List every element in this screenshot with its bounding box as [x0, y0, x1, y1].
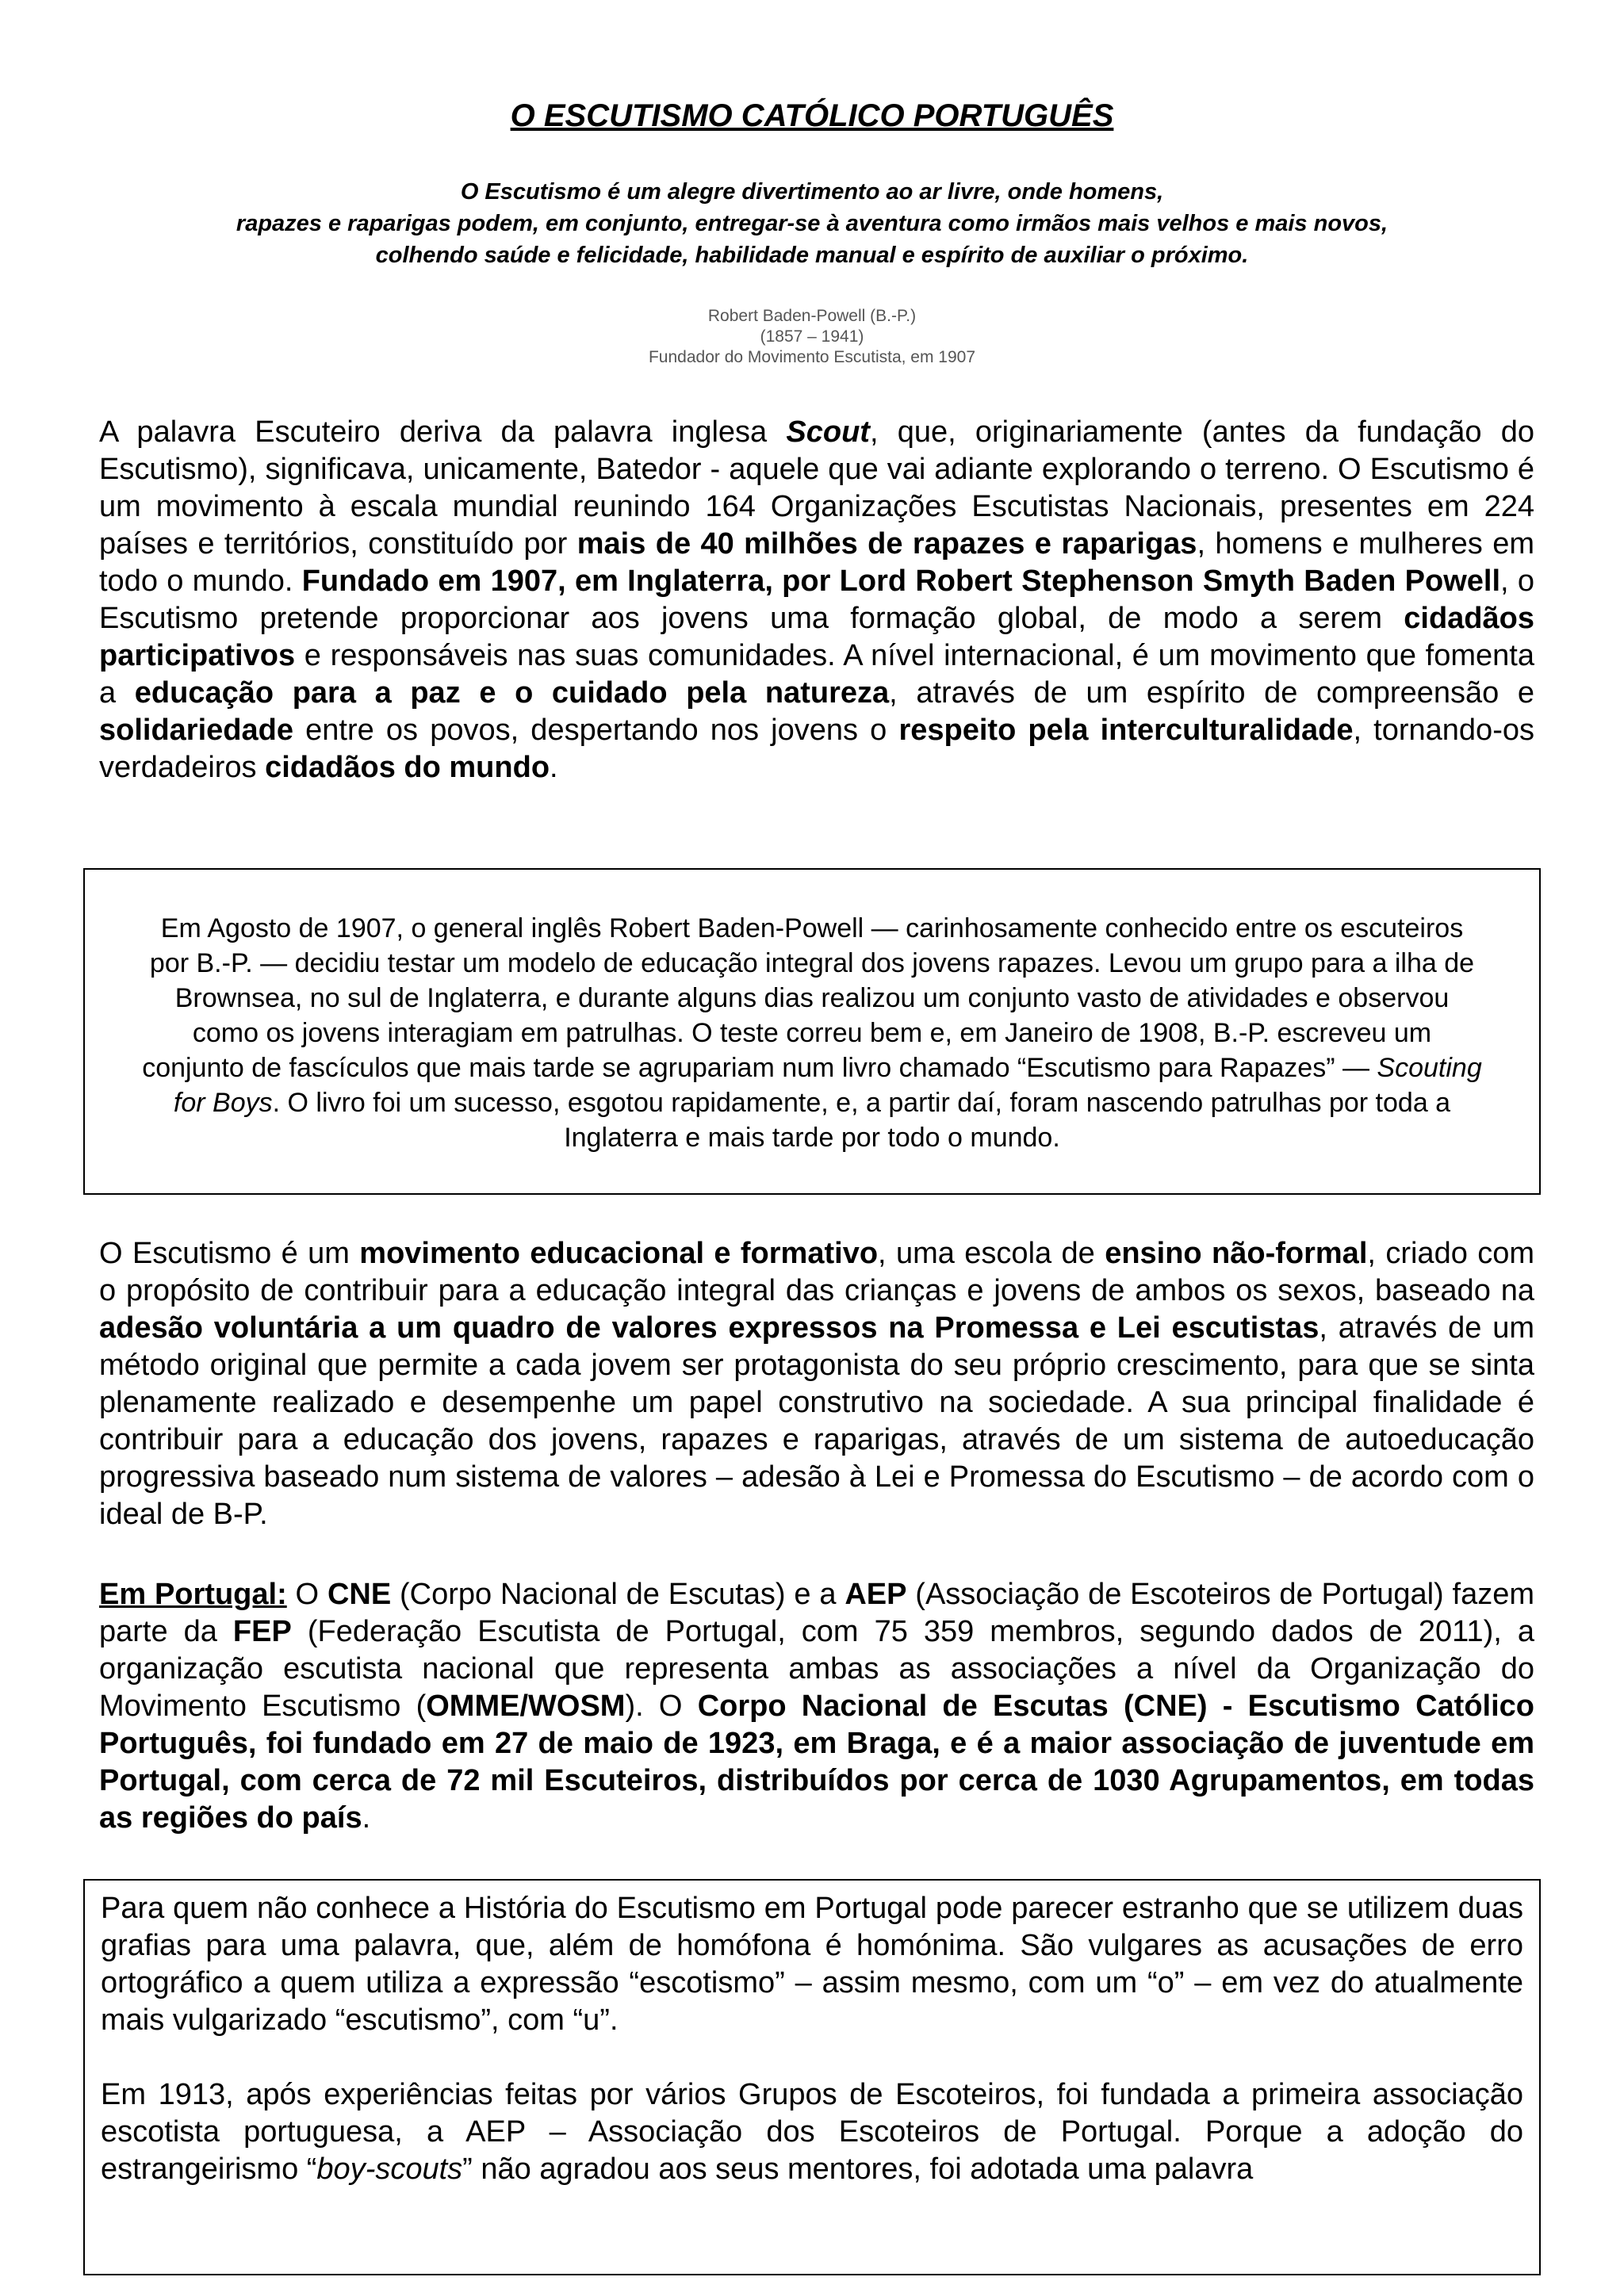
text-span: Em Agosto de 1907, o general inglês Robert Baden-Powell — carinhosamente conhecido entre os escuteiros por B.-P. — decidiu testar um modelo de educação integral dos jovens rapazes. Levou um grupo para a ilha de Brownsea, no sul de Inglaterra, e durante alguns dias realizou um conjunto vasto de atividades e observou como os jovens interagiam em patrulhas. O teste correu bem e, em Janeiro de 1908, B.-P. escreveu um conjunto de fascículos que mais tarde se agrupariam num livro chamado “Escutismo para Rapazes” — — [142, 913, 1475, 1083]
text-span: , homens e mulheres em todo o mundo. — [99, 527, 1534, 598]
bold-span: solidariedade — [99, 714, 293, 747]
quote-attribution — [0, 306, 1624, 368]
history-box — [83, 868, 1541, 1195]
spelling-box — [83, 1879, 1541, 2275]
quote-line: rapazes e raparigas podem, em conjunto, entregar-se à aventura como irmãos mais velhos e mais novos, — [236, 211, 1388, 236]
quote-line: colhendo saúde e felicidade, habilidade manual e espírito de auxiliar o próximo. — [375, 243, 1249, 268]
attribution-name: Robert Baden-Powell (B.-P.) — [707, 307, 917, 325]
italic-term: boy-scouts — [316, 2152, 463, 2186]
text-span: , uma escola de — [878, 1237, 1105, 1270]
bold-span: respeito pela interculturalidade — [898, 714, 1354, 747]
paragraph-intro — [99, 414, 1534, 786]
text-span: (Associação de Escoteiros de Portugal) fazem parte da — [99, 1578, 1534, 1648]
text-span: (Federação Escutista de Portugal, com 75 359 membros, segundo dados de 2011), a organização escutista nacional que representa ambas as associações a nível da Organização do Movimento Escutismo ( — [99, 1615, 1534, 1723]
text-span: , criado com o propósito de contribuir para a educação integral das crianças e jovens de ambos os sexos, baseado na — [99, 1237, 1535, 1307]
text-span: , através de um espírito de compreensão e — [889, 676, 1534, 710]
text-span: , através de um método original que permite a cada jovem ser protagonista do seu próprio crescimento, para que se sinta plenamente realizado e desempenhe um papel construtivo na sociedade. A sua principal finalidade é contribuir para a educação dos jovens, rapazes e raparigas, através de um sistema de autoeducação progressiva baseado num sistema de valores – adesão à Lei e Promessa do Escutismo – de acordo com o ideal de B-P. — [99, 1311, 1534, 1531]
bold-span: Corpo Nacional de Escutas (CNE) - Escutismo Católico Português, foi fundado em 27 de maio de 1923, em Braga, e é a maior associação de juventude em Portugal, com cerca de 72 mil Escuteiros, distribuídos por cerca de 1030 Agrupamentos, em todas as regiões do país — [99, 1689, 1534, 1835]
text-span: O — [286, 1578, 327, 1611]
bold-span: ensino não-formal — [1105, 1237, 1368, 1270]
bold-span: FEP — [232, 1615, 292, 1648]
bold-span: mais de 40 milhões de rapazes e raparigas — [576, 527, 1197, 561]
paragraph-portugal — [99, 1576, 1534, 1837]
paragraph-education — [99, 1235, 1534, 1533]
scout-term: Scout — [786, 415, 870, 449]
bold-span: movimento educacional e formativo — [359, 1237, 879, 1270]
text-span: . — [362, 1801, 371, 1835]
epigraph-quote — [0, 176, 1624, 271]
attribution-role: Fundador do Movimento Escutista, em 1907 — [648, 348, 976, 366]
text-span: A palavra Escuteiro deriva da palavra inglesa — [99, 415, 787, 449]
bold-span: CNE — [327, 1578, 392, 1611]
quote-line: O Escutismo é um alegre divertimento ao ar livre, onde homens, — [460, 179, 1164, 205]
text-span: e responsáveis nas suas comunidades. A nível internacional, é um movimento que fomenta a — [99, 639, 1534, 710]
bold-span: cidadãos participativos — [99, 602, 1534, 672]
attribution-years: (1857 – 1941) — [760, 327, 864, 346]
text-span: entre os povos, despertando nos jovens o — [293, 714, 899, 747]
bold-span: cidadãos do mundo — [265, 751, 550, 784]
text-span: ” não agradou aos seus mentores, foi adotada uma palavra — [462, 2152, 1254, 2186]
page-title: O ESCUTISMO CATÓLICO PORTUGUÊS — [510, 98, 1114, 133]
text-span: ). O — [625, 1689, 698, 1723]
bold-span: OMME/WOSM — [426, 1689, 626, 1723]
bold-span: AEP — [845, 1578, 907, 1611]
text-span: , que, originariamente (antes da fundação do Escutismo), significava, unicamente, Batedor - aquele que vai adiante explorando o terreno. O Escutismo é um movimento à escala mundial reunindo 164 Organizações Escutistas Nacionais, presentes em 224 países e territórios, constituído por — [99, 415, 1534, 561]
text-span: (Corpo Nacional de Escutas) e a — [391, 1578, 845, 1611]
bold-span: Fundado em 1907, em Inglaterra, por Lord Robert Stephenson Smyth Baden Powell — [301, 564, 1501, 598]
text-span: Em 1913, após experiências feitas por vários Grupos de Escoteiros, foi fundada a primeira associação escotista portuguesa, a AEP – Associação dos Escoteiros de Portugal. Porque a adoção do estrangeirismo “ — [101, 2078, 1523, 2186]
bold-span: adesão voluntária a um quadro de valores expressos na Promessa e Lei escutistas — [99, 1311, 1320, 1345]
section-lead: Em Portugal: — [99, 1578, 287, 1611]
text-span: . O livro foi um sucesso, esgotou rapidamente, e, a partir daí, foram nascendo patrulhas por toda a Inglaterra e mais tarde por todo o mundo. — [272, 1088, 1451, 1153]
text-span: , o Escutismo pretende proporcionar aos jovens uma formação global, de modo a serem — [99, 564, 1535, 635]
text-span: , tornando-os verdadeiros — [99, 714, 1534, 784]
bold-span: educação para a paz e o cuidado pela natureza — [134, 676, 890, 710]
box-paragraph — [101, 2076, 1523, 2188]
text-span: O Escutismo é um — [99, 1237, 360, 1270]
text-span: . — [550, 751, 558, 784]
box-paragraph: Para quem não conhece a História do Escutismo em Portugal pode parecer estranho que se utilizem duas grafias para uma palavra, que, além de homófona é homónima. São vulgares as acusações de erro ortográfico a quem utiliza a expressão “escotismo” – assim mesmo, com um “o” – em vez do atualmente mais vulgarizado “escutismo”, com “u”. — [101, 1892, 1523, 2037]
book-title: Scouting for Boys — [173, 1053, 1482, 1118]
